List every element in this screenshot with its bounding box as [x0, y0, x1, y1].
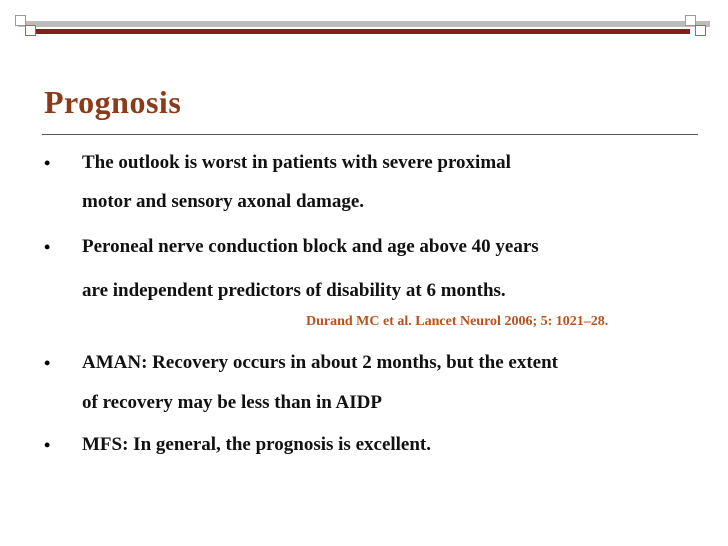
bullet-1-marker: • — [44, 153, 51, 173]
bullet-3-line-1: AMAN: Recovery occurs in about 2 months, but the extent — [82, 352, 559, 373]
left-square-inner-icon — [25, 25, 36, 36]
citation: Durand MC et al. Lancet Neurol 2006; 5: 1021–28. — [306, 314, 609, 329]
title-divider — [42, 134, 698, 135]
bullet-2-line-2: are independent predictors of disability at 6 months. — [82, 280, 506, 301]
bullet-4-marker: • — [44, 435, 51, 455]
bullet-3-marker: • — [44, 353, 51, 373]
bullet-4-line-1: MFS: In general, the prognosis is excellent. — [82, 434, 432, 455]
header-gray-bar — [18, 21, 710, 27]
bullet-2-line-1: Peroneal nerve conduction block and age above 40 years — [82, 236, 539, 257]
header-decoration — [0, 0, 728, 44]
bullet-1-line-1: The outlook is worst in patients with severe proximal — [82, 152, 511, 173]
bullet-2-marker: • — [44, 237, 51, 257]
slide-title: Prognosis — [44, 84, 182, 120]
right-square-inner-icon — [695, 25, 706, 36]
header-red-bar — [28, 29, 690, 34]
bullet-1-line-2: motor and sensory axonal damage. — [82, 191, 365, 212]
bullet-3-line-2: of recovery may be less than in AIDP — [82, 392, 382, 413]
